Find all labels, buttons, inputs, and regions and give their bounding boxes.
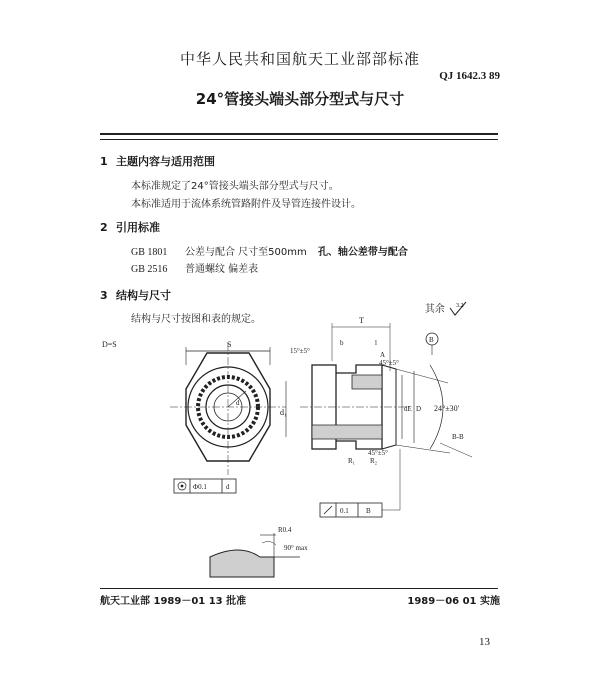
position-tolerance-value: Φ0.1 [193,483,207,491]
section-title: 结构与尺寸 [116,289,171,302]
label-t: T [359,316,364,325]
label-d-eq-s: D=S [102,340,117,349]
label-detail-angle: 90° max [284,544,308,552]
effective-date: 1989－06 01 实施 [407,596,500,607]
roughness-note [425,300,470,317]
section-number: 1 [100,155,108,168]
label-section-b: B [429,336,434,344]
position-datum: d [226,483,230,491]
label-d-bore: D [416,405,422,413]
roughness-symbol-icon [448,301,470,317]
label-detail-radius: R0.4 [278,526,292,534]
label-chamfer-b: 45°±5° [368,449,388,457]
section-number: 3 [100,289,108,302]
section-3-heading [100,287,171,303]
page-number: 13 [479,636,490,648]
runout-datum: B [366,507,371,515]
runout-tolerance-value: 0.1 [340,507,349,515]
label-chamfer-top: 15°±5° [290,347,310,355]
referenced-standard [131,260,258,275]
roughness-label: 其余 [424,304,445,315]
section-title: 主题内容与适用范围 [116,155,215,168]
approval-info: 航天工业部 1989－01 13 批准 [100,596,247,607]
roughness-value: 3.2 [456,303,464,309]
section-side-view [280,316,472,517]
header-rule-thick [100,133,498,135]
section-2-heading [100,219,160,235]
section-1-heading [100,153,215,169]
label-view-bb: B-B [452,433,464,441]
label-s: S [227,340,232,349]
label-r1: R₁ [348,457,356,465]
issuing-organization: 中华人民共和国航天工业部部标准 [179,50,420,68]
edge-detail-view [210,526,308,577]
label-cone-angle: 24°±30′ [434,404,460,413]
standard-code: QJ 1642.3 89 [439,70,500,82]
standard-title: 公差与配合 尺寸至500mm [185,247,307,258]
label-d1: d₁ [280,408,287,417]
label-d: d [236,399,240,407]
runout-symbol-icon [324,506,332,514]
position-tolerance-frame [174,479,236,493]
label-b: b [340,339,344,347]
section-3-paragraph: 结构与尺寸按图和表的规定。 [131,314,261,325]
referenced-standard [131,243,408,258]
footer-rule [100,588,498,589]
label-chamfer-a: 45°±5° [379,359,399,367]
standard-title: 普通螺纹 偏差表 [185,264,259,275]
section-number: 2 [100,221,108,234]
section-title: 引用标准 [116,221,160,234]
section-1-paragraph: 本标准规定了24°管接头端头部分型式与尺寸。 [131,181,339,192]
hex-end-view [102,340,286,475]
standard-title-bold: 孔、轴公差带与配合 [317,247,408,258]
header-rule-thin [100,139,498,140]
label-de: dE [404,405,412,413]
label-l: l [375,339,377,347]
standard-number: GB 1801 [131,247,168,258]
document-title: 24°管接头端头部分型式与尺寸 [195,90,405,108]
standard-number: GB 2516 [131,264,168,275]
section-1-paragraph: 本标准适用于流体系统管路附件及导管连接件设计。 [131,199,361,210]
label-a: A [380,351,386,359]
label-r2: R₂ [370,457,378,465]
